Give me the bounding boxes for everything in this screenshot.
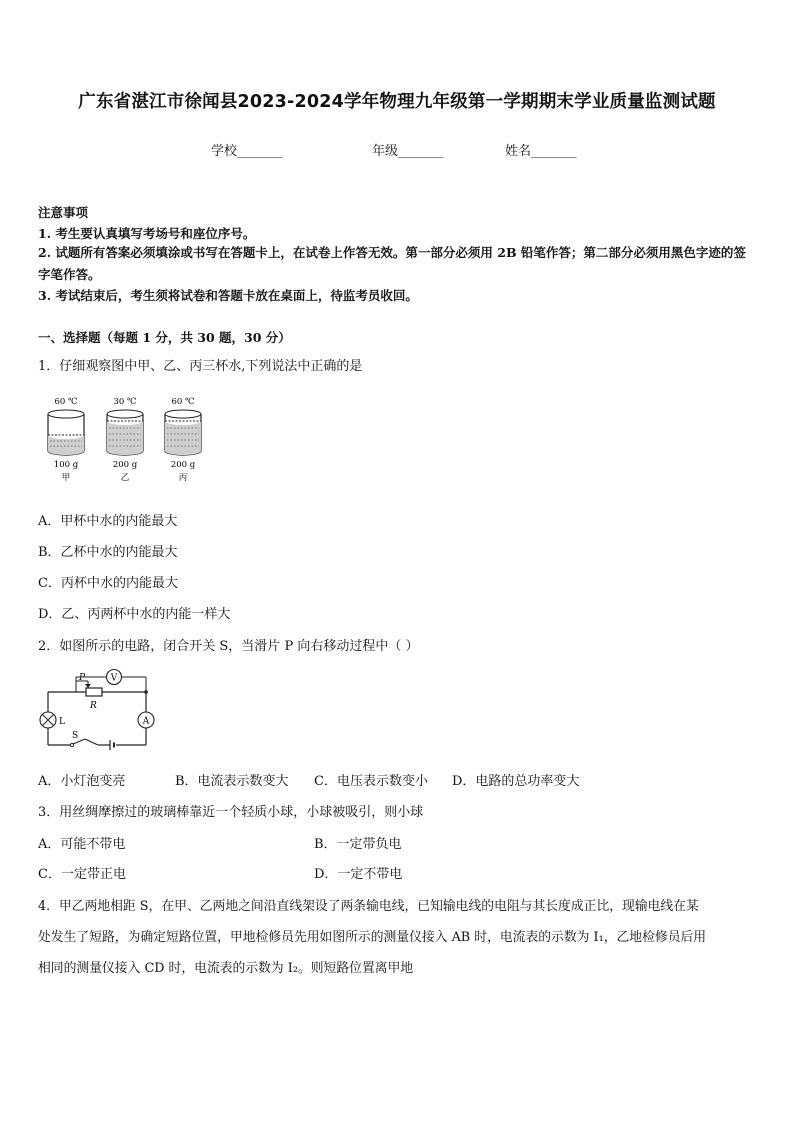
cup-mass-label: 200 g [170,460,196,470]
q4-line-1: 4．甲乙两地相距 S，在甲、乙两地之间沿直线架设了两条输电线，已知输电线的电阻与其长度成正比，现输电线在某 [38,899,699,914]
resistor [86,688,102,696]
grade-field[interactable]: 年级_______ [372,144,444,159]
cup-temp-label: 60 ℃ [171,397,195,407]
q1-option-c[interactable]: C．丙杯中水的内能最大 [38,576,178,591]
lamp-label: L [59,717,65,727]
slider-label: P [79,673,86,683]
q1-cups-figure [40,393,220,488]
cup-temp-label: 60 ℃ [54,397,78,407]
q3-option-c[interactable]: C．一定带正电 [38,867,126,882]
q1-stem: 1．仔细观察图中甲、乙、丙三杯水,下列说法中正确的是 [38,359,363,374]
notice-item-3: 3. 考试结束后，考生须将试卷和答题卡放在桌面上，待监考员收回。 [38,288,418,303]
section-heading: 一、选择题（每题 1 分，共 30 题，30 分） [38,330,291,345]
cup-bing [165,397,201,483]
cup-jia [48,397,84,483]
q3-option-b[interactable]: B．一定带负电 [314,837,402,852]
cup-name-label: 乙 [120,473,130,483]
notice-item-1: 1. 考生要认真填写考场号和座位序号。 [38,226,256,241]
q3-option-a[interactable]: A．可能不带电 [38,837,126,852]
q1-option-d[interactable]: D．乙、丙两杯中水的内能一样大 [38,607,231,622]
q2-circuit-figure [36,665,161,755]
school-field[interactable]: 学校_______ [211,144,283,159]
q2-option-a[interactable]: A．小灯泡变亮 [38,774,126,789]
q1-option-a[interactable]: A．甲杯中水的内能最大 [38,514,178,529]
q4-line-2: 处发生了短路，为确定短路位置，甲地检修员先用如图所示的测量仪接入 AB 时，电流表的示数为 I₁，乙地检修员后用 [38,930,707,945]
q2-option-c[interactable]: C．电压表示数变小 [314,774,428,789]
ammeter-label: A [142,716,150,727]
q2-option-d[interactable]: D．电路的总功率变大 [452,774,580,789]
q2-stem: 2．如图所示的电路，闭合开关 S，当滑片 P 向右移动过程中（ ） [38,639,419,654]
resistor-label: R [90,701,97,711]
q2-option-b[interactable]: B．电流表示数变大 [175,774,289,789]
cup-temp-label: 30 ℃ [113,397,137,407]
q3-stem: 3．用丝绸摩擦过的玻璃棒靠近一个轻质小球，小球被吸引，则小球 [38,805,424,820]
cup-mass-label: 100 g [53,460,79,470]
notice-heading: 注意事项 [38,205,89,220]
cup-mass-label: 200 g [112,460,138,470]
cup-name-label: 丙 [178,473,188,483]
exam-title: 广东省湛江市徐闻县2023-2024学年物理九年级第一学期期末学业质量监测试题 [78,92,716,112]
name-field[interactable]: 姓名_______ [505,144,577,159]
switch-label: S [72,731,79,741]
cup-yi [107,397,143,483]
q1-option-b[interactable]: B．乙杯中水的内能最大 [38,545,178,560]
voltmeter-label: V [110,673,118,684]
q3-option-d[interactable]: D．一定不带电 [314,867,403,882]
cup-name-label: 甲 [61,473,71,483]
q4-line-3: 相同的测量仪接入 CD 时，电流表的示数为 I₂。则短路位置离甲地 [38,961,414,976]
notice-item-2: 2. 试题所有答案必须填涂或书写在答题卡上，在试卷上作答无效。第一部分必须用 2B 铅笔作答；第二部分必须用黑色字迹的签字笔作答。 [38,245,746,282]
